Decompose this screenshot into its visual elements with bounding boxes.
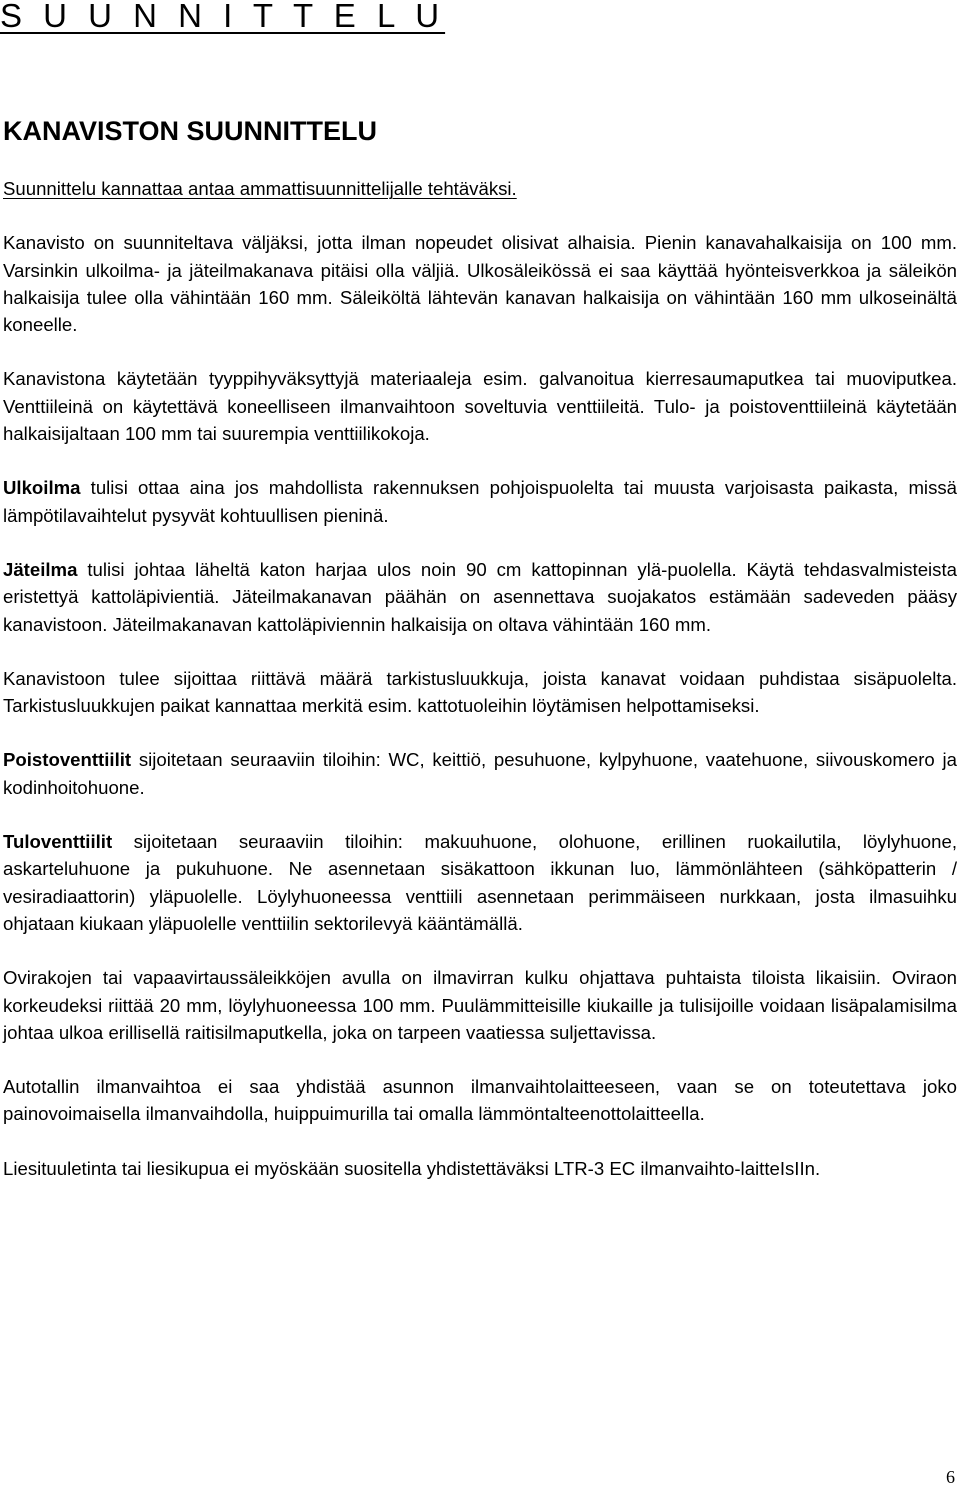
paragraph-text: Kanavistoon tulee sijoittaa riittävä määrä tarkistusluukkuja, joista kanavat voidaan puhdistaa sisäpuolelta. Tarkistusluukkujen paikat kannattaa merkitä esim. kattotuoleihin löytämisen helpottamiseksi. (3, 667, 957, 717)
paragraph-cooker-hood (3, 1155, 957, 1182)
paragraph-text: sijoitetaan seuraaviin tiloihin: WC, keittiö, pesuhuone, kylpyhuone, vaatehuone, siivouskomero ja kodinhoitohuone. (3, 749, 957, 798)
paragraph-exhaust-valves (3, 746, 957, 801)
paragraph-outdoor-air (3, 474, 957, 529)
paragraph-inspection-hatches (3, 665, 957, 720)
paragraph-lead-term: Ulkoilma (3, 477, 81, 499)
paragraph-text: Kanavistona käytetään tyyppihyväksyttyjä materiaaleja esim. galvanoitua kierresaumaputkea tai muoviputkea. Venttiileinä on käytettävä koneelliseen ilmanvaihtoon soveltuvia venttiileitä. Tulo- ja poistoventtiileinä käytetään halkaisijaltaan 100 mm tai suurempia venttiilikokoja. (3, 368, 957, 445)
paragraph-text: sijoitetaan seuraaviin tiloihin: makuuhuone, olohuone, erillinen ruokailutila, löylyhuone, askarteluhuone ja pukuhuone. Ne asennetaan sisäkattoon ikkunan luo, lämmönlähteen (sähköpatterin / vesiradiaattorin) yläpuolelle. Löylyhuoneessa venttiili asennetaan perimmäiseen nurkkaan, josta ilmasuihku ohjataan kiukaan yläpuolelle venttiilin sektorilevyä kääntämällä. (3, 831, 957, 934)
paragraph-lead-term: Tuloventtiilit (3, 831, 113, 853)
page-number: 6 (946, 1467, 955, 1487)
paragraph-garage (3, 1073, 957, 1128)
paragraph-text: Kanavisto on suunniteltava väljäksi, jotta ilman nopeudet olisivat alhaisia. Pienin kanavahalkaisija on 100 mm. Varsinkin ulkoilma- ja jäteilmakanava pitäisi olla väljiä. Ulkosäleikössä ei saa käyttää hyönteisverkkoa ja säleikön halkaisija tulee olla vähintään 160 mm. Säleiköltä lähtevän kanavan halkaisija on vähintään 160 mm ulkoseinältä koneelle. (3, 232, 957, 336)
paragraph-exhaust-air (3, 556, 957, 638)
paragraph-text: Ovirakojen tai vapaavirtaussäleikköjen avulla on ilmavirran kulku ohjattava puhtaista tiloista likaisiin. Oviraon korkeudeksi riittää 20 mm, löylyhuoneessa 100 mm. Puulämmitteisille kiukaille ja tulisijoille voidaan lisäpalamisilma johtaa ulkoa erillisellä raitisilmaputkella, joka on tarpeen vaatiessa suljettavissa. (3, 967, 957, 1043)
paragraph-supply-valves (3, 828, 957, 937)
document-body (3, 175, 957, 1209)
page-heading: S U U N N I T T E L U (0, 0, 446, 34)
paragraph-text: Autotallin ilmanvaihtoa ei saa yhdistää asunnon ilmanvaihtolaitteeseen, vaan se on toteutettava joko painovoimaisella ilmanvaihdolla, huippuimurilla tai omalla lämmöntalteenottolaitteella. (3, 1076, 957, 1125)
intro-paragraph: Suunnittelu kannattaa antaa ammattisuunnittelijalle tehtäväksi. (3, 178, 517, 199)
paragraph-door-gaps (3, 964, 957, 1046)
paragraph-text: Liesituuletinta tai liesikupua ei myöskään suositella yhdistettäväksi LTR-3 EC ilmanvaihto-laitteIsIIn. (3, 1157, 821, 1179)
paragraph-lead-term: Poistoventtiilit (3, 749, 132, 771)
paragraph-text: tulisi ottaa aina jos mahdollista rakennuksen pohjoispuolelta tai muusta varjoisasta paikasta, missä lämpötilavaihtelut pysyvät kohtuullisen pieninä. (3, 477, 957, 526)
paragraph-duct-materials (3, 365, 957, 447)
paragraph-text: tulisi johtaa läheltä katon harjaa ulos noin 90 cm kattopinnan ylä-puolella. Käytä tehdasvalmisteista eristettyä kattoläpivientiä. Jäteilmakanavan päähän on asennettava suojakatos estämään sadeveden pääsy kanavistoon. Jäteilmakanavan kattoläpiviennin halkaisija on oltava vähintään 160 mm. (3, 558, 957, 635)
paragraph-lead-term: Jäteilma (3, 558, 78, 580)
section-title: KANAVISTON SUUNNITTELU (3, 116, 378, 146)
paragraph-duct-sizing (3, 229, 957, 338)
